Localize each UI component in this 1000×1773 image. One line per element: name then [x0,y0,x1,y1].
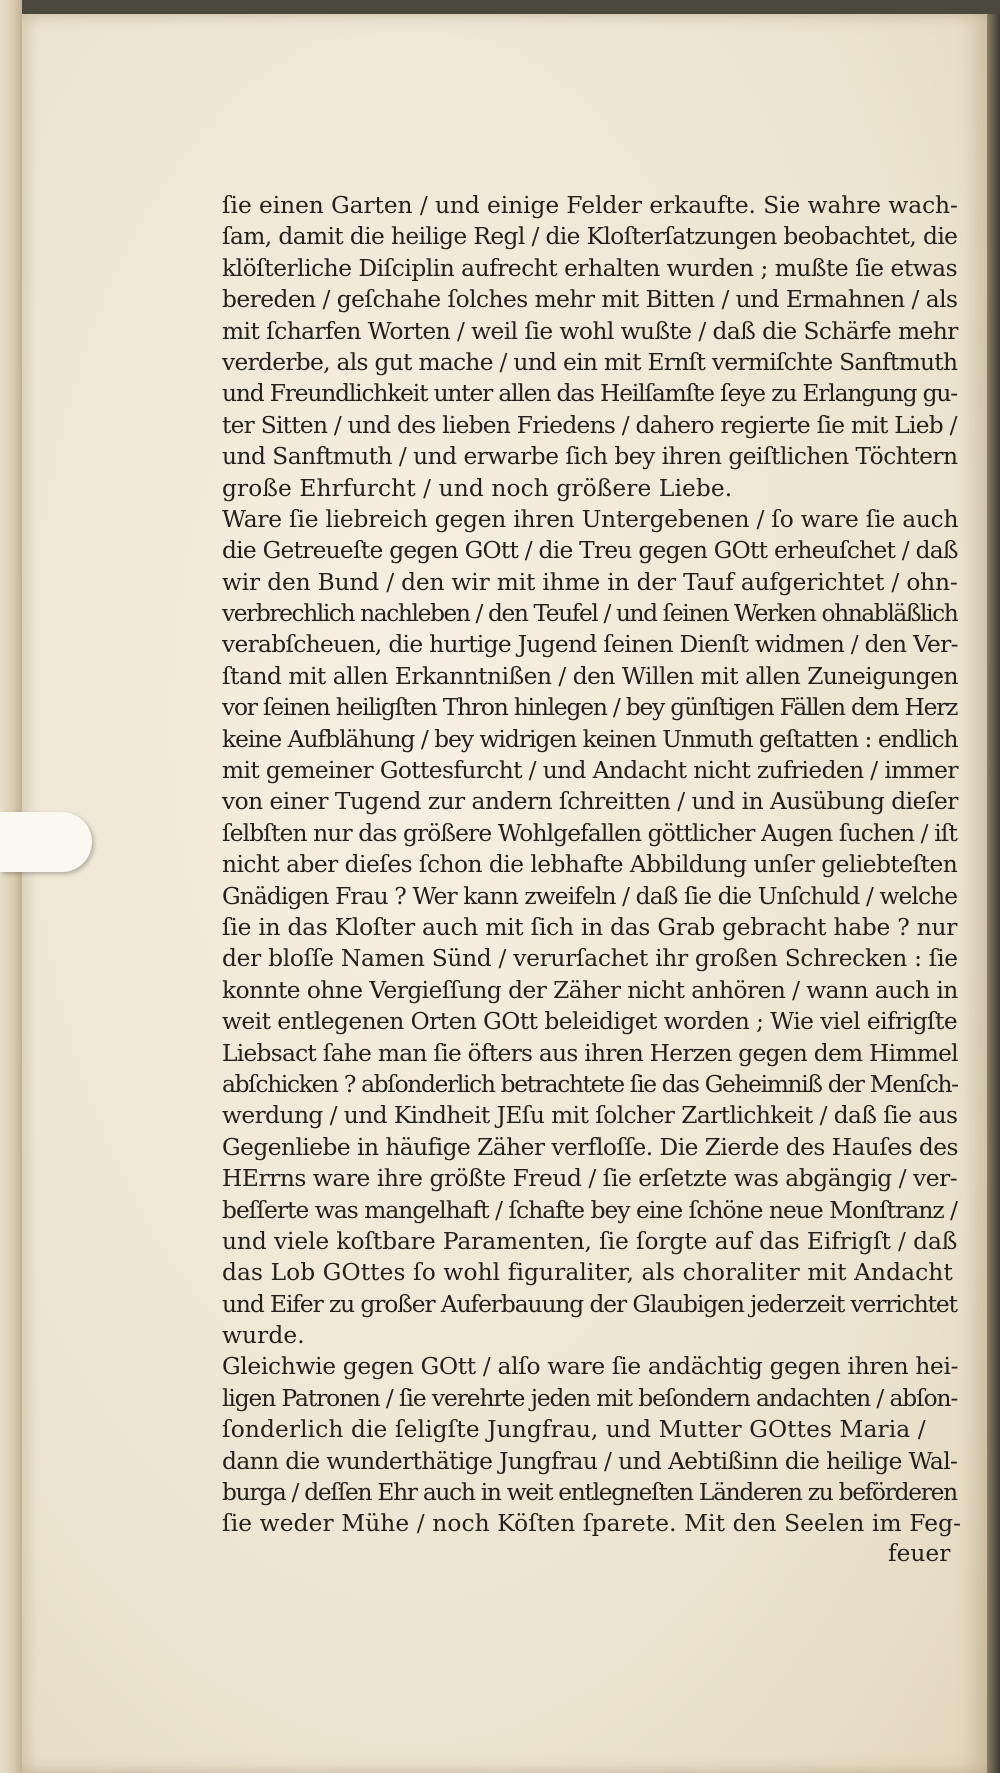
text-line: und viele koſtbare Paramenten, ſie ſorgte auf das Eifrigſt / daß [222,1227,958,1255]
catchword: feuer [888,1540,951,1567]
text-line: dann die wunderthätige Jungfrau / und Aebtißinn die heilige Wal- [222,1447,958,1475]
text-line: abſchicken ? abſonderlich betrachtete ſie das Geheimniß der Menſch- [222,1070,958,1098]
gutter-shadow [987,14,1000,1773]
text-line: mit gemeiner Gottesfurcht / und Andacht nicht zufrieden / immer [222,757,958,785]
text-line: verabſcheuen, die hurtige Jugend ſeinen Dienſt widmen / den Ver- [222,631,958,659]
text-line: ſtand mit allen Erkanntnißen / den Willen mit allen Zuneigungen [222,662,959,690]
text-line: keine Aufblähung / bey widrigen keinen Unmuth geſtatten : endlich [222,725,958,753]
text-line: und Sanftmuth / und erwarbe ſich bey ihren geiſtlichen Töchtern [222,443,958,471]
text-line: Gegenliebe in häufige Zäher verfloſſe. Die Zierde des Hauſes des [222,1133,958,1161]
text-line: ter Sitten / und des lieben Friedens / dahero regierte ſie mit Lieb / [222,411,957,439]
body-text [222,190,964,1540]
text-line: verbrechlich nachleben / den Teufel / und ſeinen Werken ohnabläßlich [222,600,958,628]
text-line: Liebsact ſahe man ſie öfters aus ihren Herzen gegen dem Himmel [222,1039,958,1067]
text-line: bereden / geſchahe ſolches mehr mit Bitten / und Ermahnen / als [222,286,958,314]
book-page-edges [0,0,22,1773]
text-line: große Ehrfurcht / und noch größere Liebe. [222,474,733,502]
text-line: Gleichwie gegen GOtt / alſo ware ſie andächtig gegen ihren hei- [222,1353,959,1381]
text-line: ſie weder Mühe / noch Köſten ſparete. Mit den Seelen im Feg- [222,1510,962,1538]
text-line: und Freundlichkeit unter allen das Heilſamſte ſeye zu Erlangung gu- [222,380,958,408]
text-line: HErrns ware ihre größte Freud / ſie erſetzte was abgängig / ver- [222,1165,958,1193]
text-line: verderbe, als gut mache / und ein mit Ernſt vermiſchte Sanftmuth [222,348,958,376]
text-line: weit entlegenen Orten GOtt beleidiget worden ; Wie viel eifrigſte [222,1008,958,1036]
text-line: ſonderlich die ſeligſte Jungfrau, und Mutter GOttes Maria / [222,1416,926,1444]
text-line: nicht aber dieſes ſchon die lebhafte Abbildung unſer geliebteſten [222,851,958,879]
text-line: der bloſſe Namen Sünd / verurſachet ihr großen Schrecken : ſie [222,945,958,973]
text-line: und Eifer zu großer Auferbauung der Glaubigen jederzeit verrichtet [222,1290,957,1318]
text-line: von einer Tugend zur andern ſchreitten / und in Ausübung dieſer [222,788,958,816]
text-line: ſelbſten nur das größere Wohlgefallen göttlicher Augen ſuchen / iſt [222,819,958,847]
text-line: burga / deſſen Ehr auch in weit entlegneſten Länderen zu beförderen [222,1479,957,1507]
text-line: ſie einen Garten / und einige Felder erkaufte. Sie wahre wach- [222,192,958,219]
text-line: Ware ſie liebreich gegen ihren Untergebenen / ſo ware ſie auch [222,505,959,533]
text-line: konnte ohne Vergieſſung der Zäher nicht anhören / wann auch in [222,976,958,1004]
text-line: ligen Patronen / ſie verehrte jeden mit beſondern andachten / abſon- [222,1384,958,1412]
text-line: ſie in das Kloſter auch mit ſich in das Grab gebracht habe ? nur [222,913,958,941]
text-line: Gnädigen Frau ? Wer kann zweifeln / daß ſie die Unſchuld / welche [222,882,958,910]
text-line: das Lob GOttes ſo wohl figuraliter, als choraliter mit Andacht [222,1259,953,1287]
paper-tab-marker [0,812,92,872]
text-line: wir den Bund / den wir mit ihme in der Tauf aufgerichtet / ohn- [222,568,958,596]
text-line: beſſerte was mangelhaft / ſchafte bey eine ſchöne neue Monſtranz / [222,1196,958,1224]
text-line: mit ſcharfen Worten / weil ſie wohl wußte / daß die Schärfe mehr [222,317,958,345]
scan-top-border [0,0,1000,14]
text-line: klöſterliche Diſciplin aufrecht erhalten wurden ; mußte ſie etwas [222,254,958,282]
text-line: wurde. [222,1322,305,1350]
text-line: werdung / und Kindheit JEſu mit ſolcher Zartlichkeit / daß ſie aus [222,1102,958,1130]
text-line: vor ſeinen heiligſten Thron hinlegen / bey günſtigen Fällen dem Herz [222,694,958,722]
text-line: die Getreueſte gegen GOtt / die Treu gegen GOtt erheuſchet / daß [222,537,958,565]
text-line: ſam, damit die heilige Regl / die Kloſterſatzungen beobachtet, die [222,223,958,251]
